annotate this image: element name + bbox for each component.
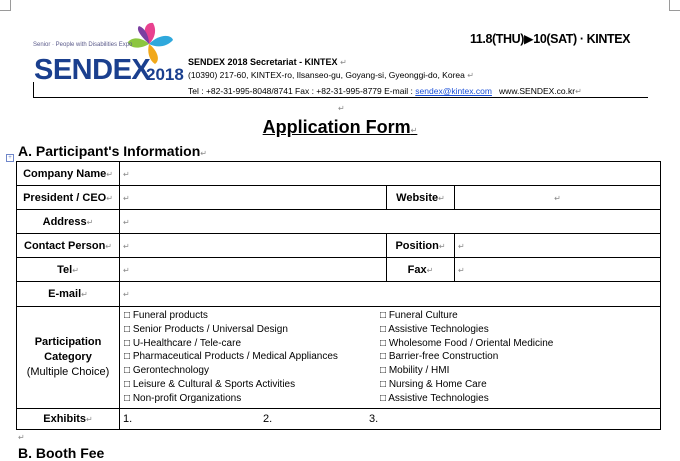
category-options	[120, 307, 661, 409]
row-exhibits	[17, 408, 661, 429]
row-company-name	[17, 162, 661, 186]
row-category	[17, 307, 661, 409]
exhibits-field[interactable]	[120, 408, 661, 429]
category-option[interactable]: □ Assistive Technologies	[380, 323, 489, 335]
category-option[interactable]: □ Barrier-free Construction	[380, 351, 499, 363]
exhibit-slot[interactable]: 1.	[123, 412, 133, 425]
category-option[interactable]: □ Senior Products / Universal Design	[124, 323, 288, 335]
company-name-label: Company Name↵	[17, 162, 120, 186]
category-option[interactable]: □ Mobility / HMI	[380, 365, 450, 377]
row-tel-fax	[17, 258, 661, 282]
category-label: Participation Category (Multiple Choice)	[17, 307, 120, 409]
contact-person-field[interactable]: ↵	[120, 234, 387, 258]
email-label: E-mail↵	[17, 282, 120, 307]
category-column-right	[380, 309, 553, 406]
category-option[interactable]: □ Wholesome Food / Oriental Medicine	[380, 337, 554, 349]
sendex-logo	[33, 22, 185, 92]
category-option[interactable]: □ U-Healthcare / Tele-care	[124, 337, 242, 349]
row-contact	[17, 234, 661, 258]
exhibits-label: Exhibits↵	[17, 408, 120, 429]
company-name-field[interactable]: ↵	[120, 162, 661, 186]
paragraph-mark: ↵	[18, 433, 25, 442]
secretariat-contact: Tel : +82-31-995-8048/8741 Fax : +82-31-995-8779 E-mail : sendex@kintex.com www.SENDEX.co.kr↵	[188, 86, 582, 96]
logo-tagline: Senior · People with Disabilities Expo	[33, 42, 133, 48]
row-email	[17, 282, 661, 307]
logo-year: 2018	[146, 65, 184, 84]
category-option[interactable]: □ Nursing & Home Care	[380, 378, 487, 390]
address-field[interactable]: ↵	[120, 210, 661, 234]
crop-mark-top-right	[669, 0, 680, 11]
address-label: Address↵	[17, 210, 120, 234]
exhibit-slot[interactable]: 3.	[369, 412, 379, 425]
event-dates: 11.8(THU)▶10(SAT) · KINTEX	[470, 32, 631, 46]
president-field[interactable]: ↵	[120, 186, 387, 210]
fax-label: Fax↵	[387, 258, 455, 282]
tel-label: Tel↵	[17, 258, 120, 282]
website-field[interactable]: ↵	[455, 186, 661, 210]
participant-info-table	[16, 161, 661, 430]
category-option[interactable]: □ Funeral Culture	[380, 310, 458, 321]
secretariat-title: SENDEX 2018 Secretariat - KINTEX ↵	[188, 57, 347, 67]
tel-field[interactable]: ↵	[120, 258, 387, 282]
category-column-left	[124, 309, 380, 406]
exhibit-slot[interactable]: 2.	[263, 412, 273, 425]
category-option[interactable]: □ Assistive Technologies	[380, 392, 489, 404]
secretariat-address: (10390) 217-60, KINTEX-ro, Ilsanseo-gu, Goyang-si, Gyeonggi-do, Korea ↵	[188, 70, 474, 80]
category-option[interactable]: □ Non-profit Organizations	[124, 392, 242, 404]
email-link[interactable]: sendex@kintex.com	[415, 86, 492, 96]
category-option[interactable]: □ Gerontechnology	[124, 365, 209, 377]
row-address	[17, 210, 661, 234]
form-title: Application Form↵	[262, 117, 418, 137]
position-label: Position↵	[387, 234, 455, 258]
contact-person-label: Contact Person↵	[17, 234, 120, 258]
category-option[interactable]: □ Funeral products	[124, 310, 208, 321]
position-field[interactable]: ↵	[455, 234, 661, 258]
website-text: www.SENDEX.co.kr	[499, 86, 576, 96]
email-field[interactable]: ↵	[120, 282, 661, 307]
fax-field[interactable]: ↵	[455, 258, 661, 282]
row-president	[17, 186, 661, 210]
crop-mark-top-left	[0, 0, 11, 11]
category-option[interactable]: □ Leisure & Cultural & Sports Activities	[124, 378, 296, 390]
table-anchor-icon[interactable]: +	[6, 154, 14, 162]
paragraph-mark: ↵	[338, 104, 345, 113]
president-label: President / CEO↵	[17, 186, 120, 210]
logo-wordmark: SENDEX	[34, 54, 151, 86]
contact-numbers: Tel : +82-31-995-8048/8741 Fax : +82-31-995-8779 E-mail :	[188, 86, 416, 96]
section-a-heading: A. Participant's Information↵	[18, 143, 207, 159]
website-label: Website↵	[387, 186, 455, 210]
header-rule	[33, 97, 648, 98]
category-option[interactable]: □ Pharmaceutical Products / Medical Appliances	[124, 351, 338, 363]
section-b-heading: B. Booth Fee	[18, 445, 105, 461]
header-rule-tick	[33, 82, 34, 97]
